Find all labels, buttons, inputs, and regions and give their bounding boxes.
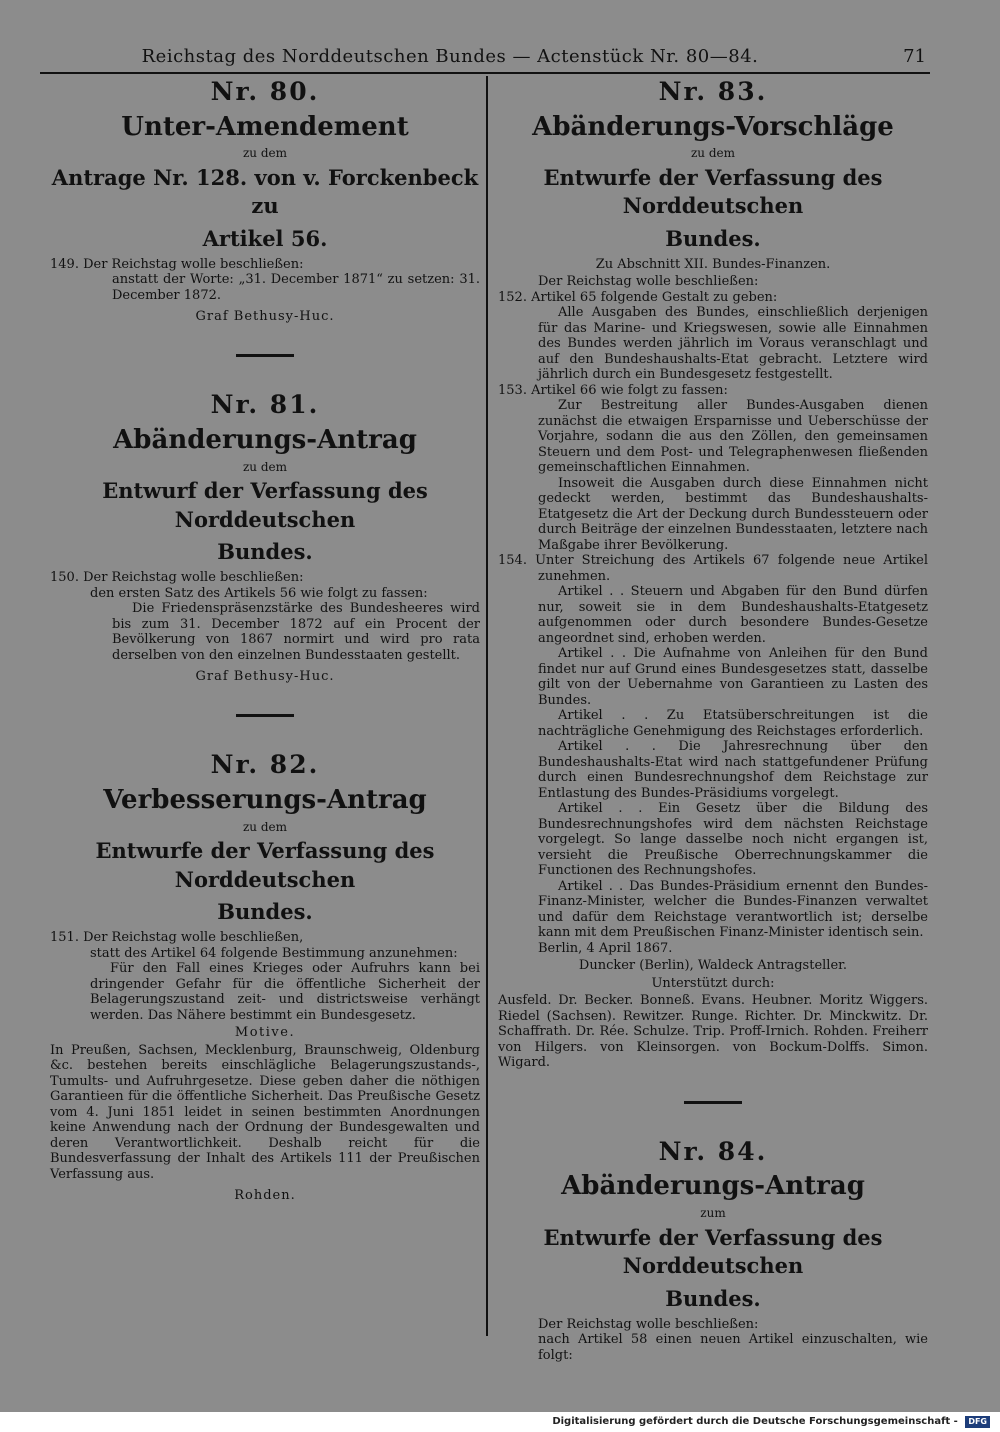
- body-paragraph: Artikel . . Die Jahresrechnung über den Bundeshaushalts-Etat wird nach stattgefundener Prüfung durch einen Bundesrechnungshof dem Reichstage zur Entlastung des Bundes-Präsidiums vorgelegt.: [538, 739, 928, 801]
- body-paragraph: nach Artikel 58 einen neuen Artikel einzuschalten, wie folgt:: [538, 1332, 928, 1363]
- body-paragraph: 154. Unter Streichung des Artikels 67 folgende neue Artikel zunehmen.: [498, 553, 928, 584]
- body-paragraph: Motive.: [234, 1025, 296, 1041]
- subject-line: Bundes.: [217, 898, 313, 924]
- left-column: [50, 76, 480, 1209]
- body-paragraph: Alle Ausgaben des Bundes, einschließlich derjenigen für das Marine- und Kriegswesen, sowie alle Einnahmen des Bundes werden jährlich im Voraus veranschlagt und auf den Bundeshaushalts-Etat gebracht. Letztere wird jährlich durch ein Bundesgesetz festgestellt.: [538, 305, 928, 383]
- section-rule: [236, 354, 294, 357]
- actenstueck-section: [50, 389, 480, 684]
- body-paragraph: Duncker (Berlin), Waldeck Antragsteller.: [578, 958, 848, 974]
- body-paragraph: 149. Der Reichstag wolle beschließen:: [50, 256, 304, 272]
- section-heading: Verbesserungs-Antrag: [103, 784, 427, 815]
- section-rule: [236, 714, 294, 717]
- actenstueck-number: Nr. 80.: [210, 77, 320, 106]
- signature: Rohden.: [234, 1188, 296, 1204]
- actenstueck-section: [50, 76, 480, 324]
- body-paragraph: Zu Abschnitt XII. Bundes-Finanzen.: [595, 256, 831, 272]
- actenstueck-number: Nr. 82.: [210, 750, 320, 780]
- subject-line: Entwurfe der Verfassung des Norddeutschen: [543, 164, 883, 219]
- digitization-footer: [0, 1412, 1000, 1432]
- body-paragraph: Artikel . . Das Bundes-Präsidium ernennt den Bundes-Finanz-Minister, welcher die Bundes-Finanzen verwaltet und dafür dem Reichstage verantwortlich ist; derselbe kann mit dem Preußischen Finanz-Minister identisch sein.: [538, 878, 928, 941]
- right-column: [498, 76, 928, 1369]
- actenstueck-number: Nr. 81.: [210, 390, 320, 420]
- signature: Graf Bethusy-Huc.: [195, 309, 335, 325]
- section-heading: Abänderungs-Antrag: [113, 424, 417, 455]
- body-paragraph: Artikel . . Steuern und Abgaben für den Bund dürfen nur, soweit sie in dem Bundeshaushalts-Etatgesetz aufgenommen oder durch besondere Bundes-Gesetze angeordnet sind, erhoben werden.: [538, 584, 928, 646]
- body-paragraph: In Preußen, Sachsen, Mecklenburg, Braunschweig, Oldenburg &c. bestehen bereits einschlägliche Belagerungszustands-, Tumults- und Aufruhrgesetze. Diese geben daher die nöthigen Garantieen für die öffentliche Sicherheit. Das Preußische Gesetz vom 4. Juni 1851 leidet in seinen bestimmten Anordnungen keine Anwendung nach der Ordnung der Bundesgewalten und deren Verantwortlichkeit. Deshalb reicht für die Bundesverfassung der Inhalt des Artikels 111 der Preußischen Verfassung aus.: [50, 1042, 480, 1182]
- section-heading: Abänderungs-Antrag: [561, 1171, 865, 1202]
- body-paragraph: den ersten Satz des Artikels 56 wie folgt zu fassen:: [90, 585, 428, 601]
- body-paragraph: 153. Artikel 66 wie folgt zu fassen:: [498, 382, 728, 398]
- subject-line: Artikel 56.: [202, 225, 328, 251]
- body-paragraph: Insoweit die Ausgaben durch diese Einnahmen nicht gedeckt werden, bestimmt das Bundeshaushalts-Etatgesetz die Art der Deckung durch Bundessteuern oder durch Beiträge der einzelnen Bundesstaaten, letztere nach Maßgabe ihrer Bevölkerung.: [538, 475, 928, 553]
- connector-text: zu dem: [242, 459, 288, 474]
- connector-text: zu dem: [690, 146, 736, 161]
- subject-line: Entwurfe der Verfassung des Norddeutschen: [95, 838, 435, 892]
- subject-line: Bundes.: [217, 539, 313, 564]
- actenstueck-section: [50, 749, 480, 1203]
- connector-text: zu dem: [242, 146, 288, 161]
- page-header: [40, 44, 930, 74]
- page-number: 71: [903, 46, 926, 67]
- body-paragraph: Ausfeld. Dr. Becker. Bonneß. Evans. Heubner. Moritz Wiggers. Riedel (Sachsen). Rewitzer. Runge. Richter. Dr. Minckwitz. Dr. Schaffrath. Dr. Rée. Schulze. Trip. Proff-Irnich. Rohden. Freiherr von Hilgers. von Kleinsorgen. von Bockum-Dolffs. Simon. Wigard.: [498, 993, 928, 1071]
- body-paragraph: Der Reichstag wolle beschließen:: [538, 274, 759, 290]
- body-paragraph: 152. Artikel 65 folgende Gestalt zu geben:: [498, 289, 778, 305]
- body-paragraph: Zur Bestreitung aller Bundes-Ausgaben dienen zunächst die etwaigen Ersparnisse und Ueberschüsse der Vorjahre, sodann die aus den Zöllen, den gemeinsamen Steuern und dem Post- und Telegraphenwesen fließenden gemeinschaftlichen Einnahmen.: [538, 398, 928, 476]
- footer-text: Digitalisierung gefördert durch die Deutsche Forschungsgemeinschaft -: [552, 1416, 958, 1427]
- body-paragraph: anstatt der Worte: „31. December 1871“ zu setzen: 31. December 1872.: [112, 272, 480, 303]
- connector-text: zum: [700, 1206, 726, 1221]
- body-paragraph: Der Reichstag wolle beschließen:: [538, 1316, 759, 1332]
- subject-line: Antrage Nr. 128. von v. Forckenbeck zu: [51, 164, 479, 219]
- body-paragraph: Für den Fall eines Krieges oder Aufruhrs kann bei dringender Gefahr für die öffentliche Sicherheit der Belagerungszustand zeit- und districtsweise verhängt werden. Das Nähere bestimmt ein Bundesgesetz.: [90, 961, 480, 1023]
- subject-line: Entwurf der Verfassung des Norddeutschen: [102, 478, 428, 532]
- actenstueck-number: Nr. 84.: [658, 1136, 768, 1166]
- body-paragraph: Artikel . . Ein Gesetz über die Bildung des Bundesrechnungshofes wird dem nächsten Reichstage vorgelegt. So lange dasselbe noch nicht ergangen ist, versieht die Preußische Oberrechnungskammer die Functionen des Rechnungshofes.: [538, 801, 928, 879]
- body-paragraph: Die Friedenspräsenzstärke des Bundesheeres wird bis zum 31. December 1872 auf ein Procent der Bevölkerung von 1867 normirt und wird pro rata derselben von den einzelnen Bundesstaaten gestellt.: [112, 601, 480, 663]
- body-paragraph: 151. Der Reichstag wolle beschließen,: [50, 930, 304, 946]
- column-divider: [486, 76, 488, 1336]
- actenstueck-number: Nr. 83.: [658, 77, 768, 106]
- actenstueck-section: [498, 1136, 928, 1363]
- subject-line: Entwurfe der Verfassung des Norddeutschen: [543, 1224, 883, 1279]
- subject-line: Bundes.: [665, 225, 761, 251]
- body-paragraph: 150. Der Reichstag wolle beschließen:: [50, 570, 304, 586]
- dfg-logo: DFG: [965, 1416, 990, 1428]
- section-rule: [684, 1101, 742, 1104]
- section-heading: Unter-Amendement: [121, 111, 409, 142]
- body-paragraph: Artikel . . Die Aufnahme von Anleihen für den Bund findet nur auf Grund eines Bundesgesetzes statt, dasselbe gilt von der Uebernahme von Garantieen zu Lasten des Bundes.: [538, 646, 928, 708]
- connector-text: zu dem: [242, 819, 288, 834]
- body-paragraph: Artikel . . Zu Etatsüberschreitungen ist die nachträgliche Genehmigung des Reichstages erforderlich.: [538, 708, 928, 739]
- signature: Graf Bethusy-Huc.: [195, 669, 335, 685]
- body-paragraph: Unterstützt durch:: [651, 975, 775, 991]
- subject-line: Bundes.: [665, 1285, 761, 1311]
- running-title: Reichstag des Norddeutschen Bundes — Actenstück Nr. 80—84.: [141, 46, 759, 67]
- body-paragraph: Berlin, 4 April 1867.: [538, 940, 673, 956]
- body-paragraph: statt des Artikel 64 folgende Bestimmung anzunehmen:: [90, 945, 458, 961]
- actenstueck-section: [498, 76, 928, 1071]
- section-heading: Abänderungs-Vorschläge: [532, 111, 894, 142]
